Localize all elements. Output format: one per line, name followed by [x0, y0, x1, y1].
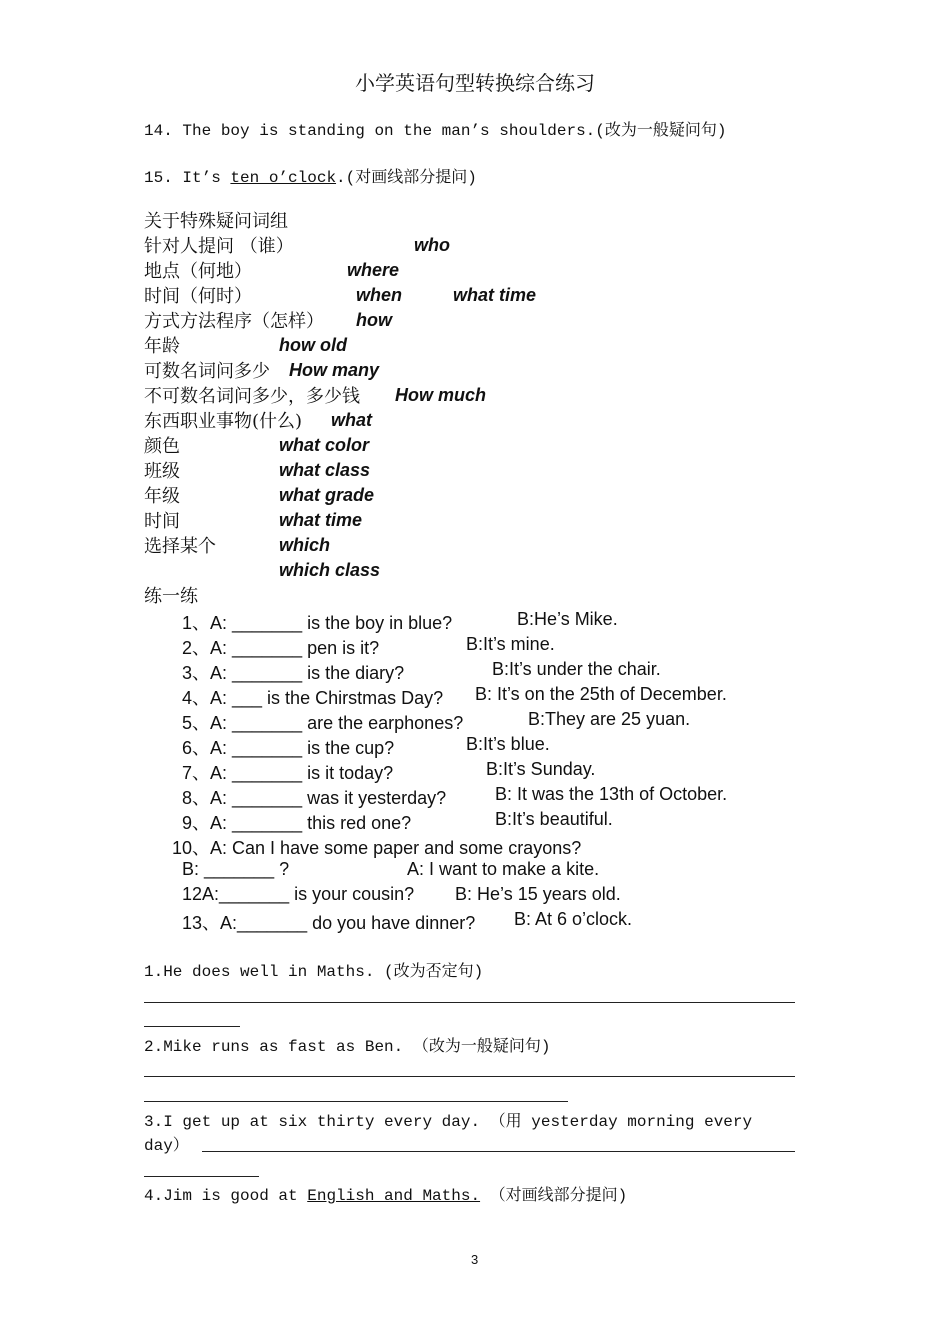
wh-row-cn: 针对人提问 （谁）	[144, 236, 294, 257]
practice-answer: B:It’s beautiful.	[495, 809, 613, 829]
wh-row-en: which	[279, 535, 331, 555]
answer-line	[144, 1101, 568, 1102]
answer-line	[144, 1026, 240, 1027]
wh-row-en: what color	[279, 435, 370, 455]
question-15-prefix: 15. It’s	[144, 169, 231, 187]
wh-row-en: How much	[395, 385, 487, 405]
practice-question: 6、A: _______ is the cup?	[182, 738, 395, 758]
practice-answer: B:It’s blue.	[466, 734, 550, 754]
practice-answer: B:He’s Mike.	[517, 609, 618, 629]
practice-answer: B:They are 25 yuan.	[528, 709, 691, 729]
practice-question: 2、A: _______ pen is it?	[182, 638, 380, 658]
wh-row-cn: 可数名词问多少	[144, 361, 270, 382]
practice-question: 3、A: _______ is the diary?	[182, 663, 405, 683]
page-number: 3	[471, 1252, 479, 1267]
question-15	[144, 164, 477, 187]
practice-answer: B: It’s on the 25th of December.	[475, 684, 727, 704]
wh-row-en: what class	[279, 460, 371, 480]
practice-question: 9、A: _______ this red one?	[182, 813, 412, 833]
practice-answer: B: He’s 15 years old.	[455, 884, 621, 904]
wh-row-cn: 东西职业事物(什么)	[144, 411, 303, 432]
wh-row-cn: 班级	[144, 461, 180, 482]
wh-row-en: How many	[289, 360, 380, 380]
transform-question-4-suffix: （对画线部分提问)	[480, 1187, 628, 1205]
practice-question: B: _______ ?	[182, 859, 290, 879]
wh-row-cn: 年龄	[144, 336, 180, 357]
wh-row-cn: 方式方法程序（怎样）	[144, 311, 324, 332]
transform-question-4-prefix: 4.Jim is good at	[144, 1187, 308, 1205]
wh-row-cn: 年级	[144, 486, 180, 507]
wh-row-en: what time	[279, 510, 363, 530]
practice-answer: B: At 6 o’clock.	[514, 909, 633, 929]
transform-question-3: 3.I get up at six thirty every day. （用 yesterday morning every	[144, 1113, 753, 1131]
practice-answer: B:It’s mine.	[466, 634, 555, 654]
wh-row-cn: 地点（何地）	[144, 261, 252, 282]
answer-line	[144, 1076, 795, 1077]
answer-line	[144, 1176, 259, 1177]
question-15-suffix: .(对画线部分提问)	[336, 169, 477, 187]
practice-question: 12A:_______ is your cousin?	[182, 884, 415, 904]
transform-question-1: 1.He does well in Maths. (改为否定句)	[144, 963, 484, 981]
page-title: 小学英语句型转换综合练习	[355, 71, 595, 95]
practice-question: 7、A: _______ is it today?	[182, 763, 394, 783]
wh-row-cn: 选择某个	[144, 536, 216, 557]
answer-line	[144, 1002, 795, 1003]
wh-row-en: who	[414, 235, 450, 255]
wh-row-en: how	[356, 310, 392, 330]
practice-question: 5、A: _______ are the earphones?	[182, 713, 464, 733]
wh-row-en: where	[347, 260, 400, 280]
question-14: 14. The boy is standing on the man’s shoulders.(改为一般疑问句)	[144, 122, 727, 140]
transform-question-2: 2.Mike runs as fast as Ben. （改为一般疑问句)	[144, 1038, 551, 1056]
wh-row-en: what	[331, 410, 373, 430]
wh-row-cn: 颜色	[144, 436, 180, 457]
practice-answer: B: It was the 13th of October.	[495, 784, 728, 804]
transform-question-4	[144, 1182, 627, 1205]
wh-row-en-alt: what time	[453, 285, 537, 305]
transform-question-4-underlined: English and Maths.	[307, 1187, 481, 1205]
transform-question-3-cont: day）	[144, 1137, 189, 1155]
wh-row-en: which class	[279, 560, 381, 580]
wh-section-heading: 关于特殊疑问词组	[144, 211, 288, 232]
wh-row-en: what grade	[279, 485, 375, 505]
practice-question: 4、A: ___ is the Chirstmas Day?	[182, 688, 444, 708]
wh-row-en: how old	[279, 335, 347, 355]
wh-row-cn: 不可数名词问多少，多少钱	[144, 386, 360, 407]
practice-question: 8、A: _______ was it yesterday?	[182, 788, 447, 808]
wh-row-en: when	[356, 285, 403, 305]
practice-question: 10、A: Can I have some paper and some crayons?	[172, 838, 582, 858]
practice-answer: A: I want to make a kite.	[407, 859, 600, 879]
practice-question: 1、A: _______ is the boy in blue?	[182, 613, 453, 633]
practice-question: 13、A:_______ do you have dinner?	[182, 913, 476, 933]
practice-heading: 练一练	[144, 586, 198, 607]
answer-line	[202, 1151, 795, 1152]
practice-answer: B:It’s under the chair.	[492, 659, 661, 679]
practice-answer: B:It’s Sunday.	[486, 759, 596, 779]
question-15-underlined: ten o’clock	[230, 169, 337, 187]
wh-row-cn: 时间	[144, 511, 180, 532]
wh-row-cn: 时间（何时）	[144, 286, 252, 307]
